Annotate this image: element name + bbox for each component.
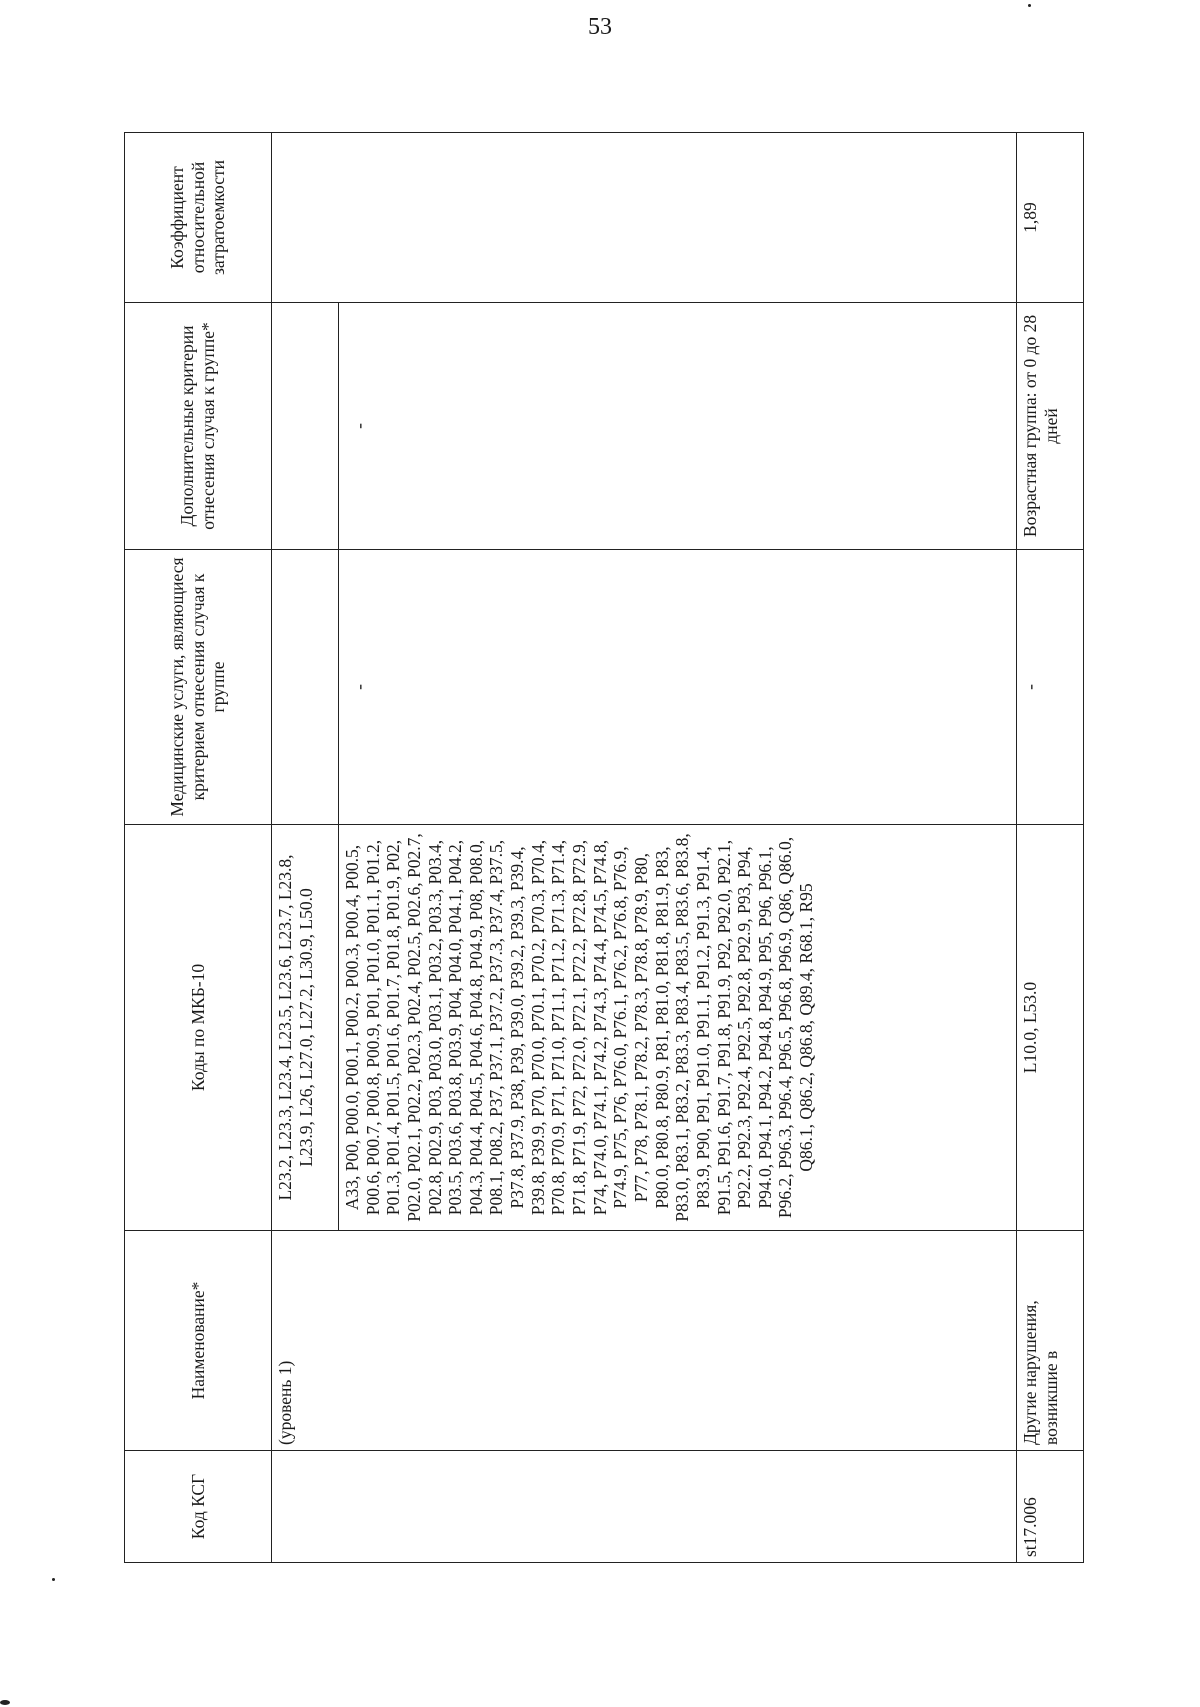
header-coefficient: Коэффициент относительной затратоемкости	[125, 133, 272, 303]
table-row	[1017, 133, 1084, 1563]
cell-additional-criteria: -	[339, 303, 1017, 550]
rotated-table-wrapper	[124, 133, 1084, 1563]
cell-additional-criteria: Возрастная группа: от 0 до 28 дней	[1017, 303, 1084, 550]
scan-speck	[52, 1578, 55, 1581]
cell-medical-services-a	[272, 550, 339, 825]
cell-coefficient: 1,89	[1017, 133, 1084, 303]
cell-name: (уровень 1)	[272, 1231, 1017, 1451]
scan-speck	[1028, 4, 1031, 7]
table-row	[272, 133, 339, 1563]
header-additional-criteria: Дополнительные критерии отнесения случая к группе*	[125, 303, 272, 550]
table-header-row	[125, 133, 272, 1563]
cell-name: Другие нарушения, возникшие в	[1017, 1231, 1084, 1451]
cell-icd-codes-a: L23.2, L23.3, L23.4, L23.5, L23.6, L23.7, L23.8, L23.9, L26, L27.0, L27.2, L30.9, L50.0	[272, 825, 339, 1231]
page-number: 53	[588, 14, 612, 40]
ksg-table	[124, 132, 1084, 1563]
header-ksg-code: Код КСГ	[125, 1451, 272, 1563]
cell-icd-codes-b: A33, P00, P00.0, P00.1, P00.2, P00.3, P00.4, P00.5, P00.6, P00.7, P00.8, P00.9, P01, P01.0, P01.1, P01.2, P01.3, P01.4, P01.5, P01.6, P01.7, P01.8, P01.9, P02, P02.0, P02.1, P02.2, P02.3, P02.4, P02.5, P02.6, P02.7, P02.8, P02.9, P03, P03.0, P03.1, P03.2, P03.3, P03.4, P03.5, P03.6, P03.8, P03.9, P04, P04.0, P04.1, P04.2, P04.3, P04.4, P04.5, P04.6, P04.8, P04.9, P08, P08.0, P08.1, P08.2, P37, P37.1, P37.2, P37.3, P37.4, P37.5, P37.8, P37.9, P38, P39, P39.0, P39.2, P39.3, P39.4, P39.8, P39.9, P70, P70.0, P70.1, P70.2, P70.3, P70.4, P70.8, P70.9, P71, P71.0, P71.1, P71.2, P71.3, P71.4, P71.8, P71.9, P72, P72.0, P72.1, P72.2, P72.8, P72.9, P74, P74.0, P74.1, P74.2, P74.3, P74.4, P74.5, P74.8, P74.9, P75, P76, P76.0, P76.1, P76.2, P76.8, P76.9, P77, P78, P78.1, P78.2, P78.3, P78.8, P78.9, P80, P80.0, P80.8, P80.9, P81, P81.0, P81.8, P81.9, P83, P83.0, P83.1, P83.2, P83.3, P83.4, P83.5, P83.6, P83.8, P83.9, P90, P91, P91.0, P91.1, P91.2, P91.3, P91.4, P91.5, P91.6, P91.7, P91.8, P91.9, P92, P92.0, P92.1, P92.2, P92.3, P92.4, P92.5, P92.8, P92.9, P93, P94, P94.0, P94.1, P94.2, P94.8, P94.9, P95, P96, P96.1, P96.2, P96.3, P96.4, P96.5, P96.8, P96.9, Q86, Q86.0, Q86.1, Q86.2, Q86.8, Q89.4, R68.1, R95	[339, 825, 1017, 1231]
header-medical-services: Медицинские услуги, являющиеся критерием отнесения случая к группе	[125, 550, 272, 825]
header-name: Наименование*	[125, 1231, 272, 1451]
scan-speck	[0, 1700, 10, 1705]
cell-medical-services: -	[1017, 550, 1084, 825]
cell-icd-codes: L10.0, L53.0	[1017, 825, 1084, 1231]
cell-medical-services: -	[339, 550, 1017, 825]
cell-ksg-code: st17.006	[1017, 1451, 1084, 1563]
cell-ksg-code	[272, 1451, 1017, 1563]
cell-coefficient	[272, 133, 1017, 303]
header-icd-codes: Коды по МКБ-10	[125, 825, 272, 1231]
cell-additional-criteria-a	[272, 303, 339, 550]
